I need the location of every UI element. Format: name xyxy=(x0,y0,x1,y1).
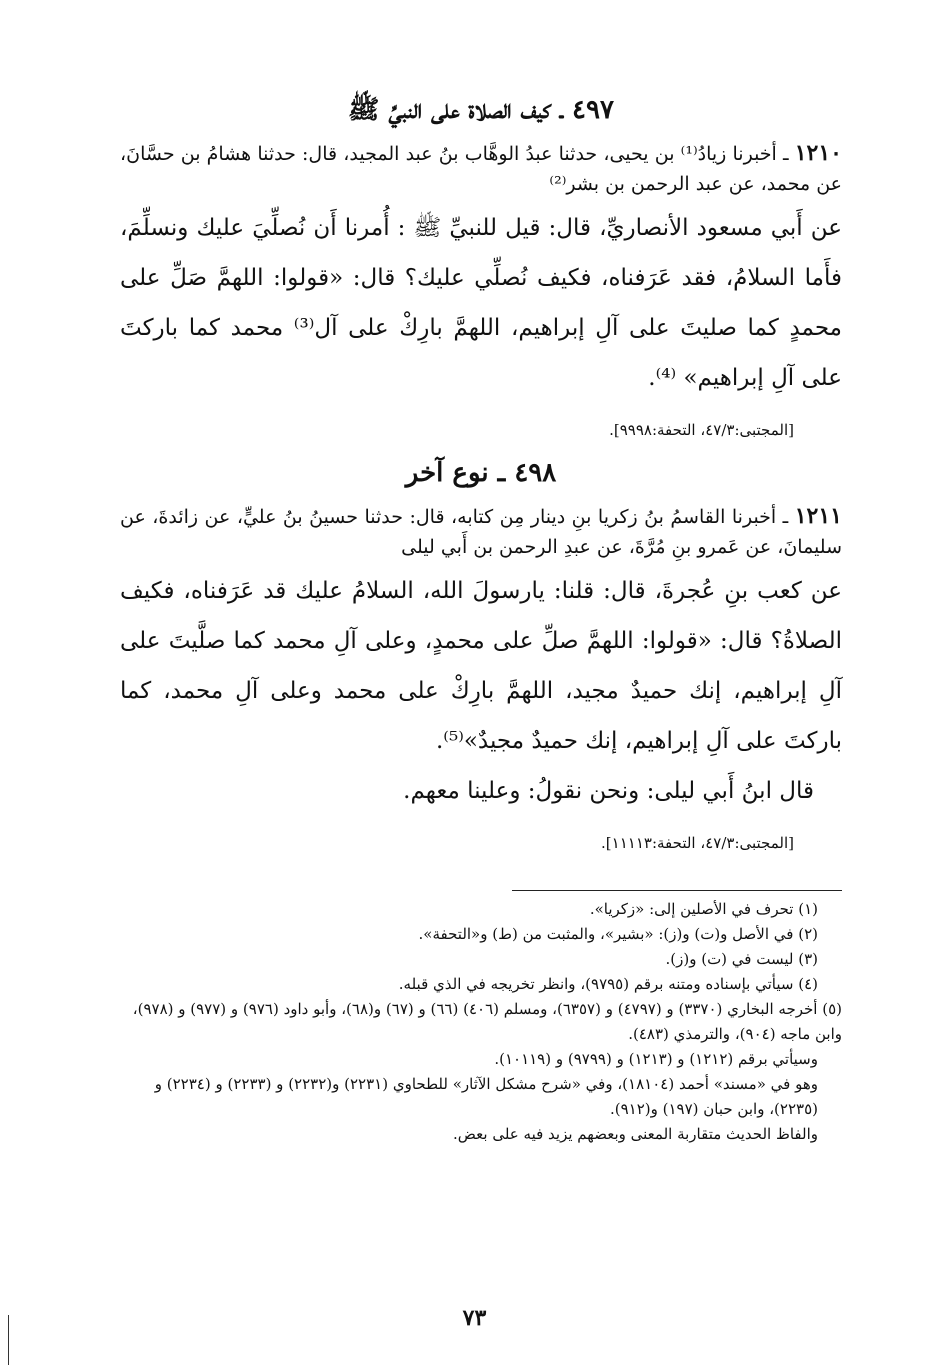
footnote-separator xyxy=(512,890,842,891)
footnote-4: (٤) سيأتي بإسناده ومتنه برقم (٩٧٩٥)، وانظر تخريجه في الذي قبله. xyxy=(398,975,818,993)
footnote-5: (٥) أخرجه البخاري (٣٣٧٠) و (٤٧٩٧) و (٦٣٥٧)، ومسلم (٤٠٦) (٦٦) و (٦٧) و(٦٨)، وأبو داود (٩٧٦) و (٩٧٧) و (٩٧٨)، وابن ماجه (٩٠٤)، والترمذي (٤٨٣). xyxy=(132,1000,842,1043)
reference-1211: [المجتبى:٤٧/٣، التحفة:١١١١٣]. xyxy=(601,834,794,852)
hadith-number-1210: ١٢١٠ xyxy=(794,140,842,166)
page-body xyxy=(120,80,842,1147)
footnotes xyxy=(120,897,842,1147)
page-margin-line xyxy=(8,1315,9,1365)
footnote-5-musnad: وهو في «مسند» أحمد (١٨١٠٤)، وفي «شرح مشكل الآثار» للطحاوي (٢٢٣١) و(٢٢٣٢) و (٢٢٣٣) و (٢٢٣٤) و (٢٢٣٥)، وابن حبان (١٩٧) و(٩١٢). xyxy=(154,1075,818,1118)
isnad-text-1211: ـ أخبرنا القاسمُ بنُ زكريا بنِ دينار مِن كتابه، قال: حدثنا حسينُ بنُ عليٍّ، عن زائدةَ، عن سليمانَ، عن عَمرو بنِ مُرَّةَ، عن عبدِ الرحمن بن أَبي ليلى xyxy=(120,506,842,558)
matn-1211: عن كعب بنِ عُجرةَ، قال: قلنا: يارسولَ الله، السلامُ عليك قد عَرَفناه، فكيف الصلاةُ؟ قال: «قولوا: اللهمَّ صلِّ على محمدٍ، وعلى آلِ محمد كما صلَّيتَ على آلِ إبراهيم، إنك حميدٌ مجيد، اللهمَّ بارِكْ على محمد وعلى آلِ محمد، كما باركتَ على آلِ إبراهيم، إنك حميدٌ مجيدٌ»⁽⁵⁾. xyxy=(120,578,842,754)
isnad-1211 xyxy=(120,501,842,562)
isnad-1210 xyxy=(120,138,842,199)
footnote-2: (٢) في الأصل و(ت) و(ز): «بشير»، والمثبت من (ط) و«التحفة». xyxy=(418,925,818,943)
matn-1210: عن أَبي مسعود الأنصاريِّ، قال: قيل للنبيِّ ﷺ : أُمرنا أَن نُصلِّيَ عليك ونسلِّمَ، فأَما السلامُ، فقد عَرَفناه، فكيف نُصلِّي عليك؟ قال: «قولوا: اللهمَّ صَلِّ على محمدٍ كما صليتَ على آلِ إبراهيم، اللهمَّ بارِكْ على آل⁽³⁾ محمد كما باركتَ على آلِ إبراهيم» ⁽⁴⁾. xyxy=(120,215,842,391)
matn-1211-comment: قال ابنُ أَبي ليلى: ونحن نقولُ: وعلينا معهم. xyxy=(403,778,814,804)
hadith-number-1211: ١٢١١ xyxy=(794,503,842,529)
reference-1210: [المجتبى:٤٧/٣، التحفة:٩٩٩٨]. xyxy=(609,421,794,439)
chapter-heading-497: ٤٩٧ ـ كيف الصلاة على النبيِّ ﷺ xyxy=(348,95,614,125)
footnote-5-note: والفاظ الحديث متقاربة المعنى وبعضهم يزيد فيه على بعض. xyxy=(453,1125,818,1143)
footnote-5-continued: وسيأتي برقم (١٢١٢) و (١٢١٣) و (٩٧٩٩) و (١٠١١٩). xyxy=(494,1050,818,1068)
page-number: ٧٣ xyxy=(462,1305,487,1331)
footnote-3: (٣) ليست في (ت) و(ز). xyxy=(665,950,818,968)
footnote-1: (١) تحرف في الأصلين إلى: «زكريا». xyxy=(589,900,818,918)
chapter-heading-498: ٤٩٨ ـ نوع آخر xyxy=(405,458,557,488)
isnad-text-1210: ـ أخبرنا زيادُ⁽¹⁾ بن يحيى، حدثنا عبدُ الوهَّاب بنُ عبد المجيد، قال: حدثنا هشامُ بن حسَّانَ، عن محمد، عن عبد الرحمن بن بشر⁽²⁾ xyxy=(120,143,842,195)
